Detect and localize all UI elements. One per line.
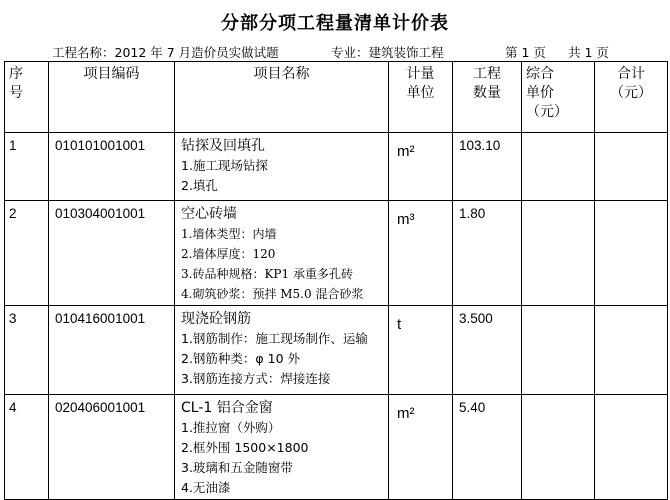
header-label-line: 工程 (473, 66, 501, 82)
header-label-line: （元） (526, 104, 568, 120)
item-feature: 2.钢筋种类：φ 10 外 (181, 351, 301, 366)
row-code: 010304001001 (49, 201, 175, 306)
header-qty (453, 62, 522, 133)
row-price (522, 201, 595, 306)
header-total (595, 62, 668, 133)
item-feature: 3.玻璃和五金随窗带 (181, 460, 293, 475)
table-row (5, 306, 668, 395)
row-price (522, 395, 595, 500)
header-label-line: 数量 (473, 85, 501, 101)
row-seq: 4 (5, 395, 49, 500)
item-feature: 1.施工现场钻探 (181, 158, 268, 173)
header-row (5, 62, 668, 133)
project-name: 工程名称：2012 年 7 月造价员实做试题 (52, 45, 279, 60)
row-qty: 5.40 (453, 395, 522, 500)
document-title: 分部分项工程量清单计价表 (221, 13, 449, 34)
row-name-cell (175, 133, 389, 201)
header-label-line: 单价 (526, 85, 554, 101)
header-label-line: 综合 (526, 66, 554, 82)
row-name-cell (175, 201, 389, 306)
row-qty: 1.80 (453, 201, 522, 306)
row-qty: 3.500 (453, 306, 522, 395)
header-name (175, 62, 389, 133)
row-unit: m³ (389, 201, 453, 306)
row-seq: 2 (5, 201, 49, 306)
row-code: 020406001001 (49, 395, 175, 500)
row-unit: m² (389, 395, 453, 500)
header-label-line: 合计 (617, 66, 645, 82)
item-feature: 2.框外围 1500×1800 (181, 440, 309, 455)
row-name-cell (175, 306, 389, 395)
header-label-line: 号 (9, 85, 23, 101)
header-label-line: 项目名称 (253, 66, 310, 82)
item-name: 空心砖墙 (181, 206, 237, 222)
row-code: 010101001001 (49, 133, 175, 201)
header-label-line: 计量 (406, 66, 435, 82)
item-feature: 4.砌筑砂浆：预拌 M5.0 混合砂浆 (181, 287, 364, 301)
row-seq: 1 (5, 133, 49, 201)
header-code (49, 62, 175, 133)
item-name: CL-1 铝合金窗 (181, 400, 273, 416)
item-name: 现浇砼钢筋 (181, 311, 251, 327)
item-feature: 3.砖品种规格：KP1 承重多孔砖 (181, 267, 353, 281)
row-code: 010416001001 (49, 306, 175, 395)
item-feature: 1.钢筋制作：施工现场制作、运输 (181, 331, 368, 346)
specialty: 专业：建筑装饰工程 (331, 45, 444, 60)
header-label-line: 单位 (406, 85, 435, 101)
row-total (595, 133, 668, 201)
row-unit: m² (389, 133, 453, 201)
header-label-line: 项目编码 (83, 66, 140, 82)
header-price (522, 62, 595, 133)
page-number: 第 1 页 (505, 45, 546, 60)
row-total (595, 306, 668, 395)
item-feature: 3.钢筋连接方式：焊接连接 (181, 371, 331, 386)
table-row (5, 395, 668, 500)
row-qty: 103.10 (453, 133, 522, 201)
header-unit (389, 62, 453, 133)
item-feature: 1.墙体类型：内墙 (181, 227, 277, 241)
header-label-line: 序 (9, 66, 23, 82)
row-unit: t (389, 306, 453, 395)
row-total (595, 395, 668, 500)
row-price (522, 133, 595, 201)
row-seq: 3 (5, 306, 49, 395)
item-feature: 1.推拉窗（外购） (181, 420, 281, 435)
row-price (522, 306, 595, 395)
item-name: 钻探及回填孔 (181, 138, 265, 154)
row-total (595, 201, 668, 306)
item-feature: 4.无油漆 (181, 480, 231, 495)
bill-of-quantities-table (4, 61, 668, 500)
page-total: 共 1 页 (568, 45, 609, 60)
row-name-cell (175, 395, 389, 500)
header-label-line: （元） (610, 85, 652, 101)
table-row (5, 201, 668, 306)
table-row (5, 133, 668, 201)
header-seq (5, 62, 49, 133)
item-feature: 2.墙体厚度：120 (181, 247, 276, 261)
item-feature: 2.填孔 (181, 178, 218, 193)
document-subheader (0, 43, 670, 59)
